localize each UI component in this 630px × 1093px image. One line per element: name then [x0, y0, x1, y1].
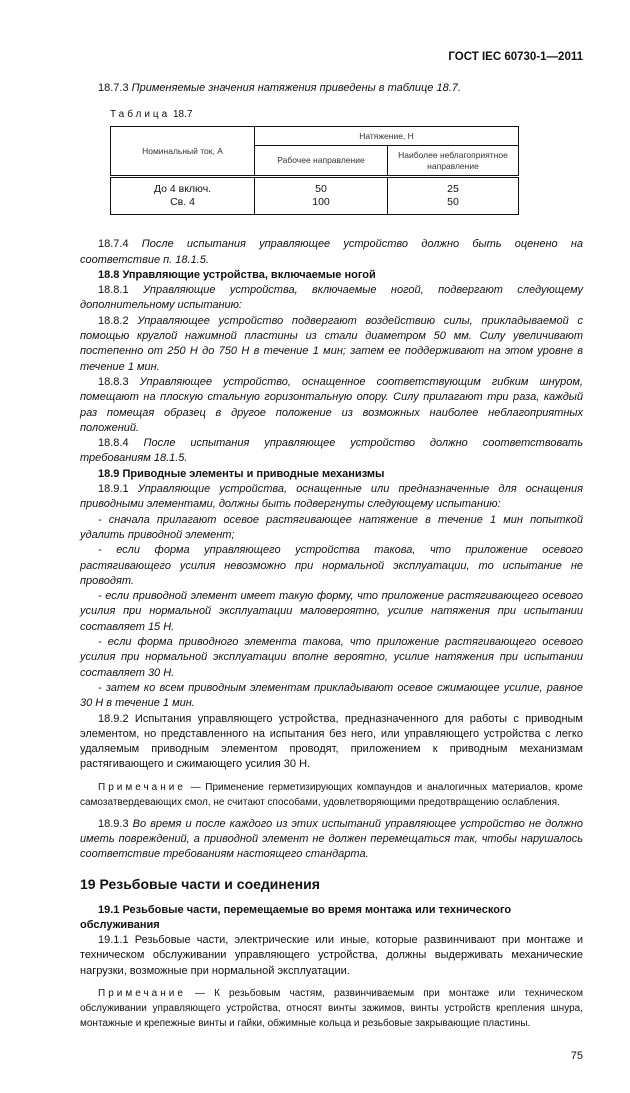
- cell: 50: [447, 196, 459, 209]
- clause-text: Управляющие устройства, оснащенные или предназначенные для оснащения приводными элементами, должны быть подвергнуты следующему испытанию:: [80, 483, 583, 511]
- clauses-18-7-4-to-18-9-2: [80, 237, 583, 772]
- clause-text: Управляющие устройства, включаемые ногой: [122, 268, 376, 281]
- note-text: — К резьбовым частям, развинчиваемым при монтаже или техническом обслуживании управляющего устройства, относят винты зажимов, винты устройств крепления шнура, монтажные и крепежные винты и гайки, обжимные кольца и резьбовые закрывающие пластины.: [80, 988, 583, 1030]
- clause-text: Применяемые значения натяжения приведены в таблице 18.7.: [131, 82, 461, 94]
- clause-number: 18.8.4: [98, 437, 129, 450]
- subsection-heading-19-1: 19.1 Резьбовые части, перемещаемые во время монтажа или технического обслуживания: [80, 903, 512, 931]
- section-19-1: [80, 903, 583, 979]
- clause-paragraph: [80, 268, 583, 283]
- clause-paragraph: [80, 436, 583, 467]
- table-caption-number: 18.7: [173, 109, 193, 121]
- clause-text: Управляющие устройства, включаемые ногой, подвергают следующему дополнительному испытанию:: [80, 284, 584, 312]
- cell: 50: [315, 183, 327, 196]
- cell: 25: [447, 183, 459, 196]
- document-header: ГОСТ IEC 60730-1—2011: [448, 51, 583, 63]
- note-text: — Применение герметизирующих компаундов и аналогичных материалов, кроме самозатвердевающих смол, не считают способами, удовлетворяющими предотвращению ослабления.: [80, 781, 583, 808]
- clause-paragraph: [80, 513, 583, 544]
- clause-paragraph: [80, 314, 583, 375]
- cell: 100: [312, 196, 330, 209]
- page-number: 75: [570, 1050, 583, 1063]
- clause-paragraph: [80, 543, 583, 589]
- section-heading-19: 19 Резьбовые части и соединения: [80, 875, 320, 892]
- clause-paragraph: [80, 681, 583, 712]
- col-header-working: Рабочее направление: [255, 146, 388, 177]
- clause-paragraph: [80, 589, 583, 635]
- clause-text: Во время и после каждого из этих испытаний управляющее устройство не должно иметь повреждений, а приводной элемент не должен перемещаться так, чтобы нарушалось соответствие требованиям настоящего стандарта.: [80, 817, 584, 861]
- clause-text: После испытания управляющее устройство должно быть оценено на соответствие п. 18.1.5.: [80, 238, 583, 266]
- clause-text: Приводные элементы и приводные механизмы: [122, 467, 385, 480]
- clause-number: 18.7.3: [98, 82, 129, 94]
- clause-text: - если приводной элемент имеет такую форму, что приложение растягивающего осевого усилия при нормальной эксплуатации маловероятно, усилие натяжения при испытании составляет 15 Н.: [80, 590, 583, 633]
- paragraph-19-1-1: 19.1.1 Резьбовые части, электрические или иные, которые развинчивают при монтаже и техническом обслуживании управляющего устройства, должны выдерживать механические нагрузки, возможные при нормальной эксплуатации.: [80, 934, 583, 977]
- clause-paragraph: [80, 712, 583, 773]
- clause-text: - затем ко всем приводным элементам прикладывают осевое сжимающее усилие, равное 30 Н в течение 1 мин.: [80, 681, 583, 710]
- note-label: Примечание: [98, 781, 186, 793]
- clause-number: 18.7.4: [98, 238, 129, 251]
- clause-number: 18.9.2: [98, 712, 129, 725]
- clause-number: 18.9.3: [98, 817, 129, 830]
- col-header-current: Номинальный ток, А: [111, 127, 255, 177]
- note-label: Примечание: [98, 988, 186, 1000]
- table-caption: [110, 108, 583, 122]
- table-row: [111, 177, 519, 215]
- col-header-unfavourable: Наиболее неблагоприятное направление: [388, 146, 519, 177]
- clause-paragraph: [80, 283, 583, 314]
- clause-text: Испытания управляющего устройства, предназначенного для работы с приводным элементом, но представленного на испытания без него, или управляющего устройства с легко удаляемым приводным элементом проводят, приложением к приводным механизмам растягивающего и сжимающего усилия 30 Н.: [80, 712, 583, 771]
- paragraph-18-7-3: [80, 81, 583, 96]
- clause-number: 18.9: [98, 467, 120, 480]
- clause-number: 18.9.1: [98, 483, 129, 496]
- note-18-9-2: [80, 780, 583, 810]
- clause-paragraph: [80, 467, 583, 482]
- note-19-1-1: [80, 986, 583, 1031]
- clause-text: - если форма приводного элемента такова, что приложение растягивающего осевого усилия при нормальной эксплуатации вполне вероятно, усилие натяжения при испытании составляет 30 Н.: [80, 636, 583, 679]
- cell: До 4 включ.: [153, 183, 212, 196]
- clause-text: - если форма управляющего устройства такова, что приложение осевого растягивающего усилия невозможно при нормальной эксплуатации, то испытание не проводят.: [80, 544, 583, 587]
- clause-text: - сначала прилагают осевое растягивающее натяжение в течение 1 мин попыткой удалить приводной элемент;: [80, 513, 583, 541]
- clause-paragraph: [80, 635, 583, 681]
- clause-text: Управляющее устройство подвергают воздействию силы, прикладываемой с помощью круглой нажимной пластины из стали диаметром 50 мм. Силу увеличивают постепенно от 250 Н до 750 Н в течение 1 мин; затем ее поддерживают на этом уровне в течение 1 мин.: [80, 314, 583, 373]
- clause-number: 18.8: [98, 268, 120, 281]
- table-caption-word: Таблица: [110, 109, 171, 121]
- clause-paragraph: [80, 237, 583, 268]
- clause-number: 18.8.2: [98, 314, 129, 327]
- clause-number: 18.8.1: [98, 284, 129, 297]
- clause-text: После испытания управляющее устройство должно соответствовать требованиям 18.1.5.: [80, 437, 584, 465]
- paragraph-18-9-3: [80, 817, 583, 863]
- col-header-tension: Натяжение, Н: [255, 127, 519, 146]
- clause-paragraph: [80, 482, 583, 513]
- cell: Св. 4: [170, 196, 195, 209]
- clause-paragraph: [80, 375, 583, 436]
- tension-table: [110, 126, 519, 215]
- clause-number: 18.8.3: [98, 375, 129, 388]
- clause-text: Управляющее устройство, оснащенное соответствующим гибким шнуром, помещают на плоскую стальную горизонтальную опору. Силу прилагают три раза, каждый раз помещая образец в другое положение из возможных наиболее неблагоприятных положений.: [80, 375, 583, 434]
